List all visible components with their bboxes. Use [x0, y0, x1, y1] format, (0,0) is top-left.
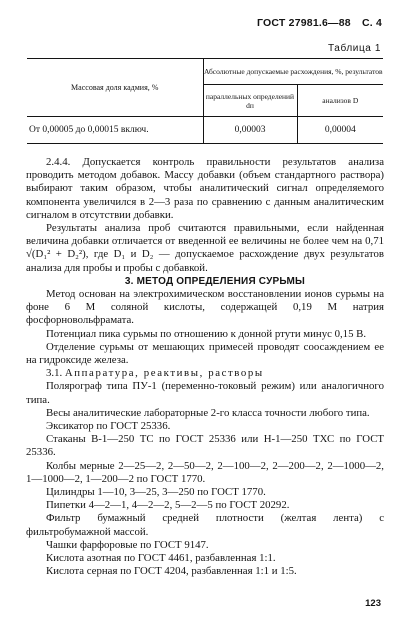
- paragraph-potential: Потенциал пика сурьмы по отношению к донной ртути минус 0,15 В.: [46, 327, 367, 340]
- list-item: Кислота серная по ГОСТ 4204, разбавленная 1:1 и 1:5.: [46, 565, 297, 578]
- table-row: [27, 117, 383, 144]
- body-text: [26, 156, 384, 579]
- paragraph-separation: Отделение сурьмы от мешающих примесей проводят соосаждением ее на гидроксиде железа.: [26, 340, 384, 367]
- cell-range: От 0,00005 до 0,00015 включ.: [27, 117, 203, 144]
- paragraph-method: Метод основан на электрохимическом восстановлении ионов сурьмы на фоне 6 М соляной кислоты, содержащей 0,19 М натрия фосфорновольфрамата.: [26, 288, 384, 327]
- list-item: Полярограф типа ПУ-1 (переменно-токовый режим) или аналогичного типа.: [26, 380, 384, 406]
- list-item: Фильтр бумажный средней плотности (желтая лента) с фильтробумажной массой.: [26, 512, 384, 538]
- subsection-title: Аппаратура, реактивы, растворы: [64, 367, 264, 380]
- tolerance-table: [27, 58, 383, 144]
- page-number: 123: [365, 598, 381, 609]
- standard-code: ГОСТ 27981.6—88: [257, 17, 351, 29]
- table-title: Таблица 1: [328, 43, 381, 54]
- paragraph-2-4-4: 2.4.4. Допускается контроль правильности результатов анализа проводить методом добавок. Массу добавки (объем стандартного раствора) выбирают таким образом, чтобы аналитический сигнал определяемого компонента увеличился в 2—3 раза по сравнению с данным аналитическим сигналом в отсутствии добавки.: [26, 156, 384, 221]
- cell-d: 0,00004: [297, 117, 383, 144]
- page-header: [257, 17, 382, 29]
- page-label: С. 4: [361, 17, 382, 29]
- list-item: Стаканы В-1—250 ТС по ГОСТ 25336 или Н-1—250 ТХС по ГОСТ 25336.: [26, 433, 384, 459]
- column-header-parallel: параллельных определений dп: [203, 85, 297, 117]
- column-header-analyses: анализов D: [297, 85, 383, 117]
- section-title: 3. МЕТОД ОПРЕДЕЛЕНИЯ СУРЬМЫ: [124, 275, 306, 287]
- list-item: Чашки фарфоровые по ГОСТ 9147.: [46, 538, 209, 551]
- cell-d-n: 0,00003: [203, 117, 297, 144]
- subsection-heading: [26, 367, 384, 380]
- list-item: Весы аналитические лабораторные 2-го класса точности любого типа.: [46, 406, 370, 419]
- list-item: Пипетки 4—2—1, 4—2—2, 5—2—5 по ГОСТ 20292.: [46, 499, 290, 512]
- list-item: Эксикатор по ГОСТ 25336.: [46, 420, 171, 433]
- paragraph-results: Результаты анализа проб считаются правильными, если найденная величина добавки отличается от введенной ее величины не более чем на 0,71 √(D₁² + D₂²), где D₁ и D₂ — допускаемое расхождение двух результатов анализа для пробы и пробы с добавкой.: [26, 222, 384, 274]
- column-header-mass-fraction: Массовая доля кадмия, %: [27, 59, 203, 117]
- list-item: Цилиндры 1—10, 3—25, 3—250 по ГОСТ 1770.: [46, 486, 266, 499]
- list-item: Колбы мерные 2—25—2, 2—50—2, 2—100—2, 2—200—2, 2—1000—2, 1—1000—2, 1—200—2 по ГОСТ 1770.: [26, 459, 384, 485]
- list-item: Кислота азотная по ГОСТ 4461, разбавленная 1:1.: [46, 552, 276, 565]
- column-header-group: Абсолютные допускаемые расхождения, %, результатов: [203, 59, 383, 85]
- subsection-number: 3.1.: [46, 367, 63, 380]
